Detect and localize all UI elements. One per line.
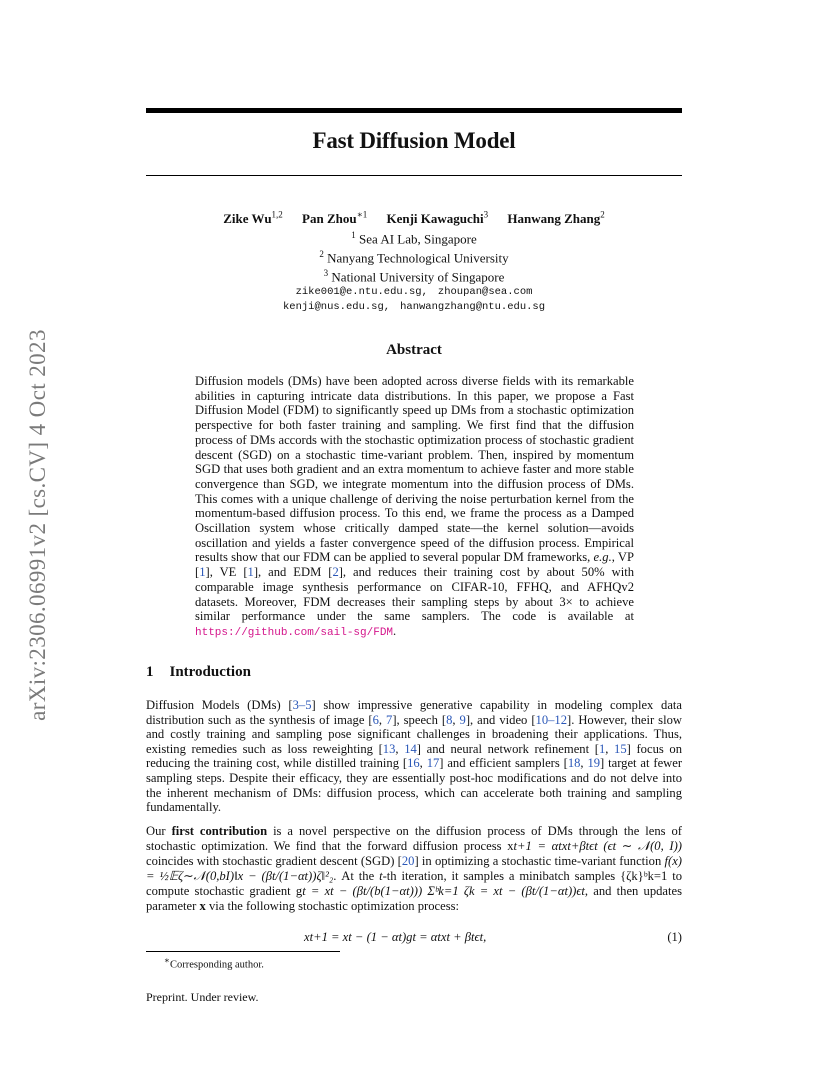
citation-link[interactable]: 7: [386, 712, 393, 727]
equation-number: (1): [667, 930, 682, 944]
citation-link[interactable]: 6: [372, 712, 379, 727]
citation-link[interactable]: 10–12: [535, 712, 567, 727]
abstract-body: Diffusion models (DMs) have been adopted across diverse fields with its remarkable abilities in capturing intricate data distributions. In this paper, we propose a Fast Diffusion Model (FDM) to significantly speed up DMs from a stochastic optimization perspective for both faster training and sampling. We first find that the diffusion process of DMs accords with the stochastic optimization process of stochastic gradient descent (SGD) on a stochastic time-variant problem. Then, inspired by momentum SGD that uses both gradient and an extra momentum to achieve faster and more stable convergence than SGD, we integrate momentum into the diffusion process of DMs. This comes with a unique challenge of deriving the noise perturbation kernel from the momentum-based diffusion process. To this end, we frame the process as a Damped Oscillation system whose critically damped state—the kernel solution—avoids oscillation and yields a faster convergence speed of the diffusion process. Empirical results show that our FDM can be applied to several popular DM frameworks, e.g., VP [1], VE [1], and EDM [2], and reduces their training cost by about 50% with comparable image synthesis performance on CIFAR-10, FFHQ, and AFHQv2 datasets. Moreover, FDM decreases their sampling steps by about 3× to achieve similar performance under the same samplers. The code is available at https://github.com/sail-sg/FDM.: [195, 374, 634, 639]
footnote-rule: [146, 951, 340, 952]
citation-link[interactable]: 2: [332, 565, 339, 580]
citation-link[interactable]: 18: [567, 756, 581, 771]
email[interactable]: zike001@e.ntu.edu.sg,: [295, 285, 428, 298]
page-footer: Preprint. Under review.: [146, 990, 259, 1004]
paper-title: Fast Diffusion Model: [312, 128, 516, 153]
citation-link[interactable]: 20: [401, 854, 415, 868]
email[interactable]: kenji@nus.edu.sg,: [282, 301, 391, 314]
affiliation: $^3$ National University of Singapore: [323, 267, 505, 285]
abstract-heading: Abstract: [386, 342, 442, 358]
math-inline: f(x) = ½𝔼ζ∼𝒩(0,bI)‖x − (βt/(1−αt))ζ‖²₂: [146, 854, 682, 883]
citation-link[interactable]: 19: [587, 756, 601, 771]
author: Zike Wu$^{1,2}$: [223, 210, 283, 227]
emails-line: [146, 285, 682, 301]
intro-paragraph-1: Diffusion Models (DMs) [3–5] show impressive generative capability in modeling complex data distribution such as the synthesis of image [6, 7], speech [8, 9], and video [10–12]. However, their slow and costly training and sampling pose significant challenges in broadening their applications. Thus, existing remedies such as loss reweighting [13, 14] and neural network refinement [1, 15] focus on reducing the training cost, while distilled training [16, 17] and efficient samplers [18, 19] target at fewer sampling steps. Despite their efficacy, they are essentially post-hoc modifications and do not delve into the inherent mechanism of DMs: diffusion process, which can accelerate both training and sampling fundamentally.: [146, 698, 683, 815]
email[interactable]: zhoupan@sea.com: [437, 285, 533, 298]
citation-link[interactable]: 9: [459, 712, 466, 727]
citation-link[interactable]: 13: [382, 741, 396, 756]
title-top-rule: [146, 108, 682, 113]
author-names: [146, 210, 682, 227]
author-block: [146, 210, 682, 316]
citation-link[interactable]: 16: [407, 756, 420, 771]
intro-paragraph-2: Our first contribution is a novel perspective on the diffusion process of DMs through the lens of stochastic optimization. We find that the forward diffusion process xt+1 = αtxt+βtϵt (ϵt ∼ 𝒩(0, I)) coincides with stochastic gradient descent (SGD) [20] in optimizing a stochastic time-variant function f(x) = ½𝔼ζ∼𝒩(0,bI)‖x − (βt/(1−αt))ζ‖²₂. At the t-th iteration, it samples a minibatch samples {ζk}ᵇk=1 to compute stochastic gradient gt = xt − (βt/(b(1−αt))) Σᵇk=1 ζk = xt − (βt/(1−αt))ϵt, and then updates parameter x via the following stochastic optimization process:: [146, 824, 682, 913]
citation-link[interactable]: 1: [247, 565, 254, 580]
math-inline: t+1 = αtxt+βtϵt (ϵt ∼ 𝒩(0, I)): [513, 839, 682, 853]
arxiv-id-text[interactable]: arXiv:2306.06991v2 [cs.CV] 4 Oct 2023: [25, 329, 50, 721]
author: Kenji Kawaguchi$^3$: [386, 210, 489, 227]
emails-line: [146, 300, 682, 316]
email[interactable]: hanwangzhang@ntu.edu.sg: [400, 301, 546, 314]
affiliation: $^1$ Sea AI Lab, Singapore: [351, 230, 477, 247]
section-heading: 1 Introduction: [146, 664, 251, 680]
arxiv-side-identifier: [18, 290, 58, 760]
footnote: ∗Corresponding author.: [164, 955, 264, 971]
author: Pan Zhou$^{∗1}$: [302, 210, 368, 227]
author: Hanwang Zhang$^2$: [507, 210, 605, 227]
citation-link[interactable]: 17: [426, 756, 440, 771]
citation-link[interactable]: 8: [446, 712, 453, 727]
citation-link[interactable]: 15: [614, 741, 627, 756]
equation-body: xt+1 = xt − (1 − αt)gt = αtxt + βtϵt,: [304, 930, 487, 944]
title-bottom-rule: [146, 175, 682, 176]
affiliation: $^2$ Nanyang Technological University: [319, 249, 509, 266]
citation-link[interactable]: 1: [598, 741, 606, 756]
citation-link[interactable]: 3–5: [292, 698, 312, 712]
math-inline: t = xt − (βt/(b(1−αt))) Σᵇk=1 ζk = xt − (βt/(1−αt))ϵt: [302, 884, 585, 898]
citation-link[interactable]: 14: [404, 741, 417, 756]
code-url-link[interactable]: https://github.com/sail-sg/FDM: [195, 626, 394, 639]
citation-link[interactable]: 1: [199, 565, 206, 580]
